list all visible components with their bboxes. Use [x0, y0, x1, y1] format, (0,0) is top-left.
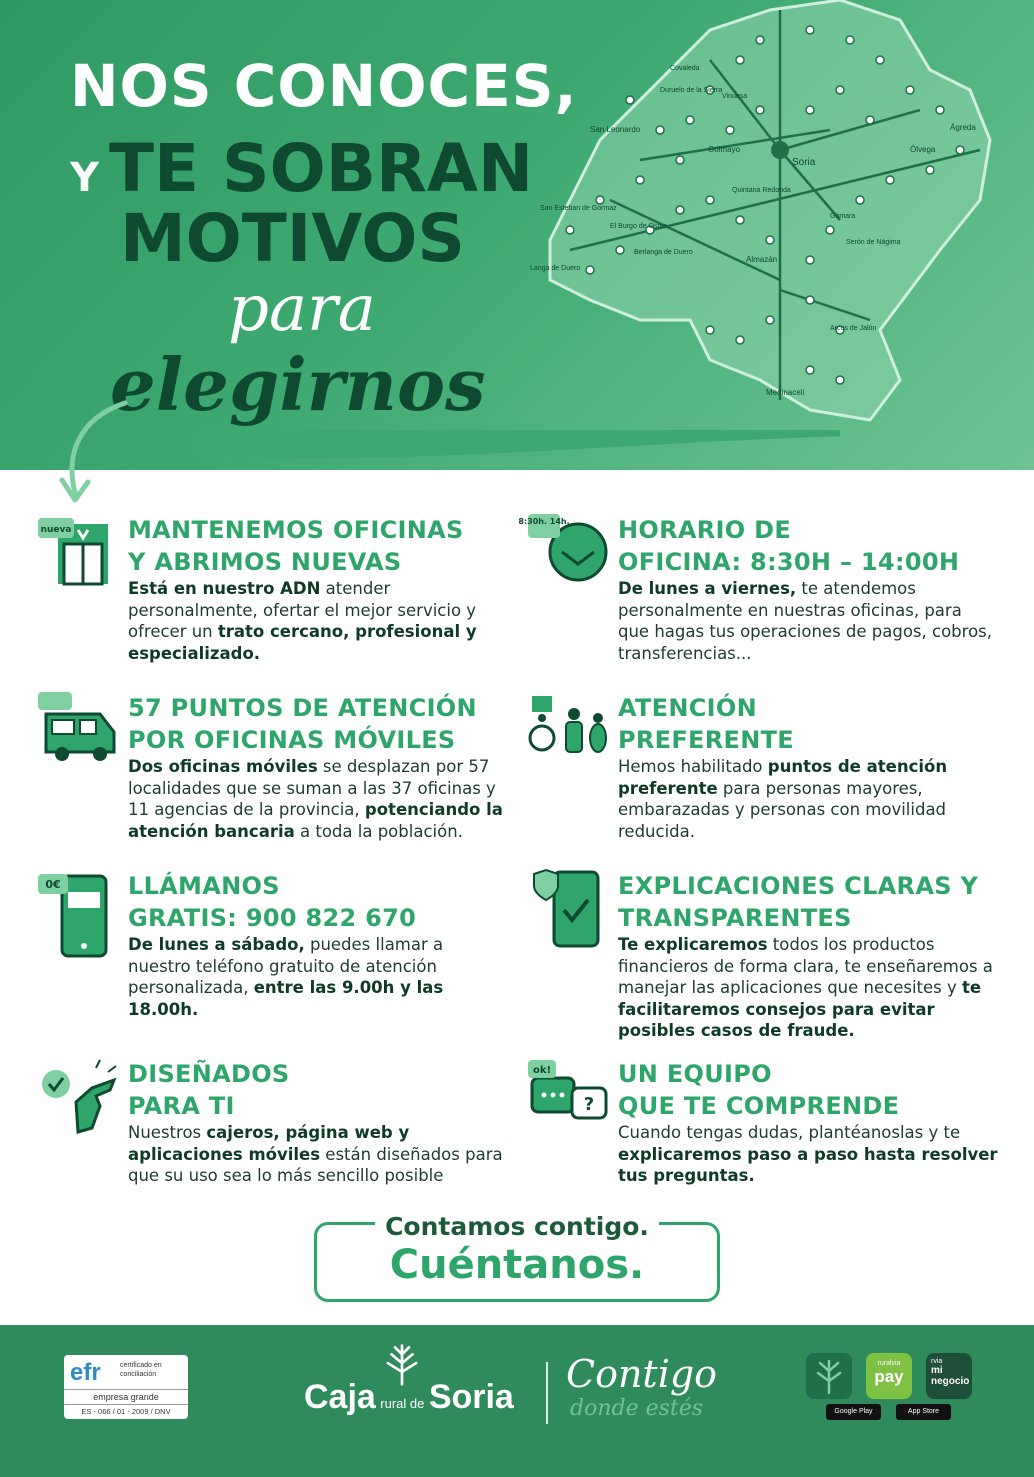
negocio-app-top: rvia — [931, 1358, 943, 1365]
body-run: Nuestros — [128, 1123, 207, 1142]
app-store-badge[interactable]: App Store — [896, 1404, 951, 1420]
body-bold-run: Te explicaremos — [618, 935, 768, 954]
pay-app-top: ruralvia — [877, 1360, 901, 1367]
headline-line-1: NOS CONOCES, — [70, 52, 578, 120]
map-label-burgo-osma: El Burgo de Osma — [610, 223, 668, 230]
feature-oficinas-moviles — [38, 692, 508, 842]
map-label-seron: Serón de Nágima — [846, 239, 901, 246]
efr-logo: efr — [70, 1359, 101, 1386]
body-bold-run: Dos oficinas móviles — [128, 757, 318, 776]
badge-nueva: nueva — [40, 525, 72, 535]
map-pin — [726, 126, 734, 134]
body-run: Hemos habilitado — [618, 757, 768, 776]
brand-rural: rural de — [380, 1396, 425, 1411]
ruralvia-app-icon[interactable] — [806, 1353, 852, 1399]
wheat-app-icon — [806, 1353, 852, 1399]
map-pin — [806, 106, 814, 114]
body-run: se desplazan por 57 localidades que se suman a las 37 oficinas y 11 agencias de la provincia, — [128, 757, 496, 819]
feature-title: MANTENEMOS OFICINAS Y ABRIMOS NUEVAS — [128, 516, 464, 576]
map-pin — [936, 106, 944, 114]
efr-size-text: empresa grande — [64, 1389, 188, 1402]
map-pin — [706, 196, 714, 204]
hero-wave — [0, 430, 1034, 480]
feature-title: DISEÑADOS PARA TI — [128, 1060, 290, 1120]
map-pin — [686, 116, 694, 124]
feature-oficinas — [38, 514, 508, 664]
feature-horario — [518, 514, 998, 664]
ruralvia-mi-negocio-app-icon[interactable] — [926, 1353, 972, 1399]
map-pin — [756, 106, 764, 114]
soria-city-marker — [771, 141, 789, 159]
feature-title: HORARIO DE OFICINA: 8:30H – 14:00H — [618, 516, 960, 576]
body-run: para personas mayores, embarazadas y personas con movilidad reducida. — [618, 778, 947, 841]
footer-divider — [546, 1362, 548, 1424]
map-pin — [766, 316, 774, 324]
map-label-soria: Soria — [792, 157, 816, 168]
caja-rural-soria-logo — [304, 1378, 514, 1417]
body-run: están diseñados para que su uso sea lo más sencillo posible — [128, 1144, 503, 1185]
hero-banner — [0, 0, 1034, 470]
soria-province-map — [510, 0, 1034, 430]
pay-app-label: pay — [874, 1367, 904, 1386]
feature-equipo — [528, 1058, 998, 1187]
map-label-langa: Langa de Duero — [530, 265, 581, 272]
efr-certification-badge — [64, 1355, 188, 1419]
feature-llamanos — [38, 870, 508, 1020]
feature-title: UN EQUIPO QUE TE COMPRENDE — [618, 1060, 900, 1120]
body-bold-run: De lunes a viernes, — [618, 579, 797, 598]
clock-icon — [518, 514, 608, 594]
headline-line-4: para — [228, 272, 376, 346]
map-label-gomara: Gómara — [830, 213, 856, 220]
map-pin — [836, 86, 844, 94]
feature-title: LLÁMANOS GRATIS: 900 822 670 — [128, 872, 417, 932]
ruralvia-pay-app-icon[interactable] — [866, 1353, 912, 1399]
map-pin — [866, 116, 874, 124]
feature-title: EXPLICACIONES CLARAS Y TRANSPARENTES — [618, 872, 979, 932]
body-run: a toda la población. — [294, 821, 463, 841]
map-label-covaleda: Covaleda — [670, 65, 700, 72]
map-pin — [836, 376, 844, 384]
map-label-olvega: Ólvega — [910, 145, 936, 154]
map-label-san-leonardo: San Leonardo — [590, 125, 641, 134]
map-pin — [826, 226, 834, 234]
body-bold-run: potenciando la atención bancaria — [128, 800, 503, 841]
map-pin — [806, 296, 814, 304]
efr-cert-text: certificado en conciliación — [120, 1362, 162, 1378]
feature-atencion-preferente — [528, 692, 998, 842]
body-bold-run: trato cercano, profesional y especializado. — [128, 622, 477, 663]
phone-icon — [38, 870, 118, 960]
map-pin — [806, 26, 814, 34]
map-pin — [676, 206, 684, 214]
hand-touch-icon — [38, 1058, 118, 1138]
body-run: Cuando tengas dudas, plantéanoslas y te — [618, 1123, 961, 1142]
map-label-agreda: Ágreda — [950, 123, 976, 132]
map-pin — [806, 256, 814, 264]
map-pin — [616, 246, 624, 254]
map-pin — [926, 166, 934, 174]
negocio-app-label: mi negocio — [931, 1365, 970, 1387]
headline-prefix: Y — [70, 155, 99, 201]
efr-code-text: ES - 066 / 01 - 2009 / DNV — [64, 1404, 188, 1416]
secure-phone-check-icon — [528, 870, 608, 950]
map-label-arcos: Arcos de Jalón — [830, 325, 877, 332]
map-pin — [756, 36, 764, 44]
body-bold-run: entre las 9.00h y las 18.00h. — [128, 978, 444, 1019]
body-bold-run: puntos de atención preferente — [618, 757, 948, 798]
mobile-office-van-icon — [38, 692, 118, 772]
map-pin — [626, 96, 634, 104]
slogan-donde-estes: donde estés — [570, 1396, 704, 1421]
map-label-medinaceli: Medinaceli — [766, 388, 805, 397]
map-label-berlanga: Berlanga de Duero — [634, 249, 693, 256]
map-pin — [736, 216, 744, 224]
map-pin — [806, 366, 814, 374]
headline-line-2-text: TE SOBRAN — [108, 130, 534, 207]
badge-hours: 8:30h. 14h. — [518, 517, 570, 526]
map-pin — [856, 196, 864, 204]
body-bold-run: De lunes a sábado, — [128, 935, 305, 954]
map-pin — [656, 126, 664, 134]
body-bold-run: te facilitaremos consejos para evitar posibles casos de fraude. — [618, 978, 982, 1040]
feature-body — [528, 934, 998, 1042]
body-run: todos los productos financieros de forma clara, te enseñaremos a manejar las aplicaciones que necesites y — [618, 935, 993, 997]
map-label-quintana-redonda: Quintana Redonda — [732, 187, 791, 194]
map-pin — [886, 176, 894, 184]
feature-title: ATENCIÓN PREFERENTE — [618, 694, 794, 754]
cta-line-1: Contamos contigo. — [0, 1212, 1034, 1241]
map-pin — [706, 326, 714, 334]
feature-explicaciones — [528, 870, 998, 1042]
map-label-duruelo: Duruelo de la Sierra — [660, 87, 723, 94]
accessibility-people-icon — [528, 692, 608, 772]
headline-line-3: MOTIVOS — [120, 200, 465, 277]
chat-bubbles-icon — [528, 1058, 608, 1138]
body-run: puedes llamar a nuestro teléfono gratuito de atención personalizada, — [128, 935, 444, 997]
map-pin — [566, 226, 574, 234]
svg-text:?: ? — [583, 1094, 595, 1115]
brand-soria: Soria — [428, 1378, 514, 1416]
curved-arrow-icon — [50, 398, 140, 508]
google-play-badge[interactable]: Google Play — [826, 1404, 881, 1420]
headline-line-2 — [70, 130, 533, 207]
headline-line-5: elegirnos — [110, 342, 486, 427]
body-bold-run: explicaremos paso a paso hasta resolver tus preguntas. — [618, 1144, 998, 1185]
body-run: te atendemos personalmente en nuestras oficinas, para que hagas tus operaciones de pagos, cobros, transferencias... — [618, 579, 993, 663]
map-label-golmayo: Golmayo — [708, 145, 741, 154]
body-run: atender personalmente, ofertar el mejor servicio y ofrecer un — [128, 579, 477, 641]
map-pin — [586, 266, 594, 274]
brand-caja: Caja — [304, 1378, 376, 1416]
map-pin — [636, 176, 644, 184]
map-pin — [906, 86, 914, 94]
feature-title: 57 PUNTOS DE ATENCIÓN POR OFICINAS MÓVILES — [128, 694, 477, 754]
map-pin — [596, 196, 604, 204]
map-pin — [676, 156, 684, 164]
badge-ok: ok! — [532, 1065, 552, 1076]
bank-branch-icon — [38, 514, 118, 594]
map-pin — [876, 56, 884, 64]
map-label-almazan: Almazán — [746, 255, 778, 264]
map-pin — [766, 236, 774, 244]
body-bold-run: cajeros, página web y aplicaciones móviles — [128, 1123, 410, 1164]
map-pin — [736, 56, 744, 64]
slogan-contigo: Contigo — [566, 1352, 718, 1396]
map-label-san-esteban: San Esteban de Gormaz — [540, 205, 617, 212]
body-bold-run: Está en nuestro ADN — [128, 579, 321, 598]
map-pin — [846, 36, 854, 44]
map-pin — [736, 336, 744, 344]
cta-line-2: Cuéntanos. — [389, 1242, 645, 1288]
map-pin — [956, 146, 964, 154]
feature-disenados — [38, 1058, 508, 1187]
map-label-vinuesa: Vinuesa — [722, 93, 748, 100]
badge-free: 0€ — [45, 878, 61, 891]
